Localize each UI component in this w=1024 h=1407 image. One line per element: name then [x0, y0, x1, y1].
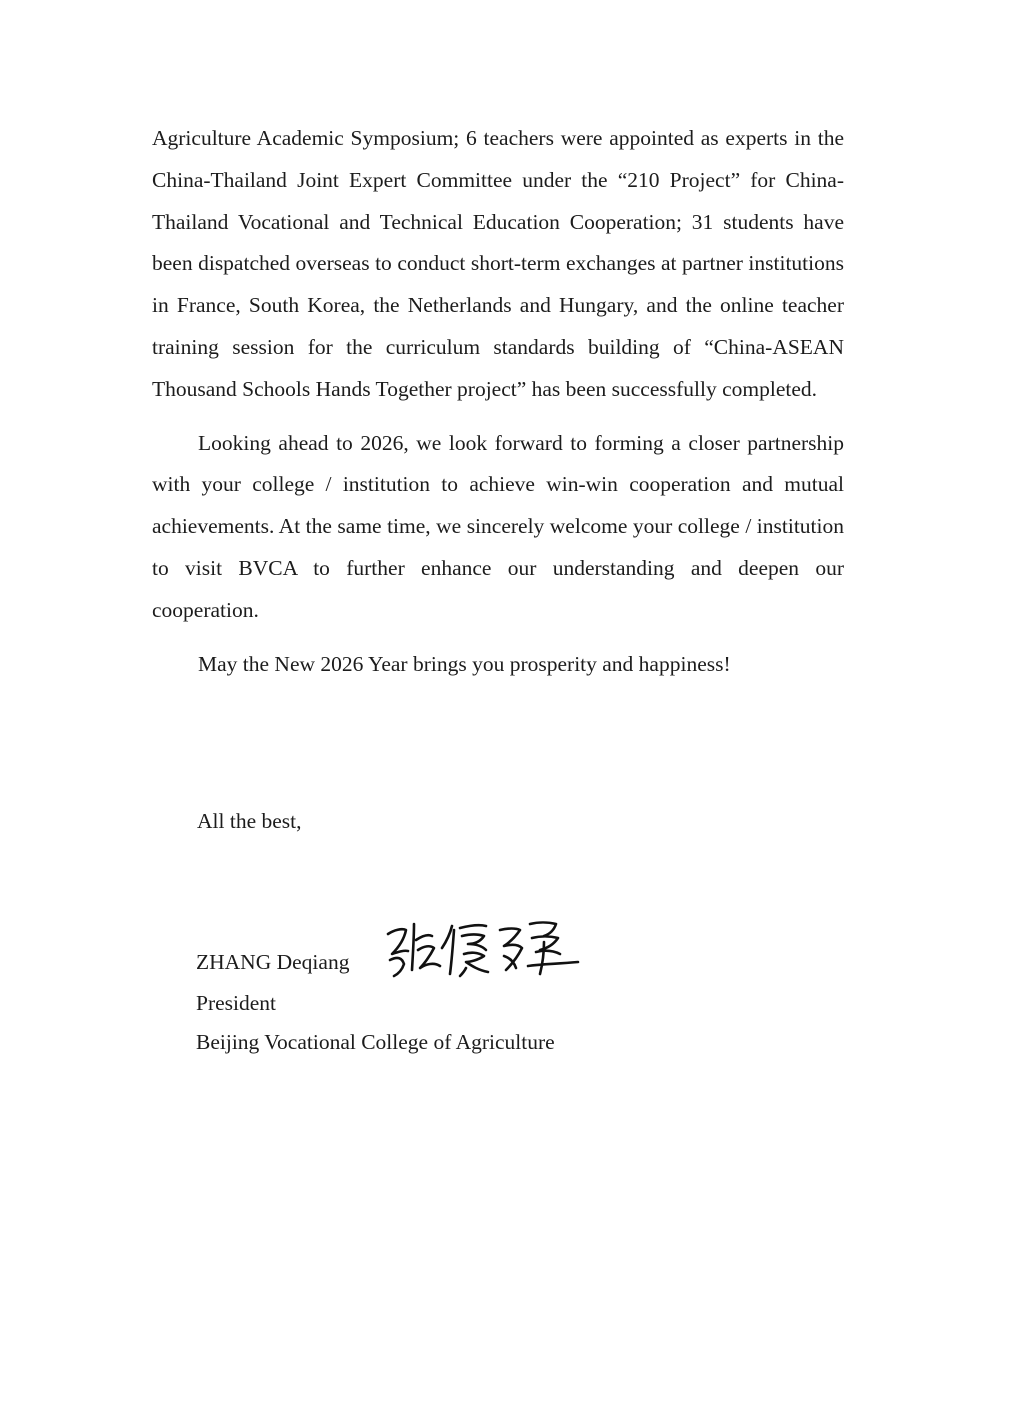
- paragraph-new-year-wishes: May the New 2026 Year brings you prosperity and happiness!: [198, 651, 731, 676]
- signatory-name: ZHANG Deqiang: [196, 950, 350, 974]
- paragraph-cooperation-summary: Agriculture Academic Symposium; 6 teachers were appointed as experts in the China-Thailand Joint Expert Committee under the “210 Project” for China-Thailand Vocational and Technical Education Cooperation; 31 students have been dispatched overseas to conduct short-term exchanges at partner institutions in France, South Korea, the Netherlands and Hungary, and the online teacher training session for the curriculum standards building of “China-ASEAN Thousand Schools Hands Together project” has been successfully completed.: [152, 126, 844, 401]
- handwritten-signature: [380, 912, 585, 980]
- signatory-organization: Beijing Vocational College of Agriculture: [196, 1030, 555, 1054]
- closing-salutation: All the best,: [197, 809, 302, 833]
- letter-body: [152, 118, 844, 685]
- paragraph-looking-ahead: Looking ahead to 2026, we look forward to forming a closer partnership with your college / institution to achieve win-win cooperation and mutual achievements. At the same time, we sincerely welcome your college / institution to visit BVCA to further enhance our understanding and deepen our cooperation.: [152, 430, 844, 622]
- signatory-title: President: [196, 991, 277, 1015]
